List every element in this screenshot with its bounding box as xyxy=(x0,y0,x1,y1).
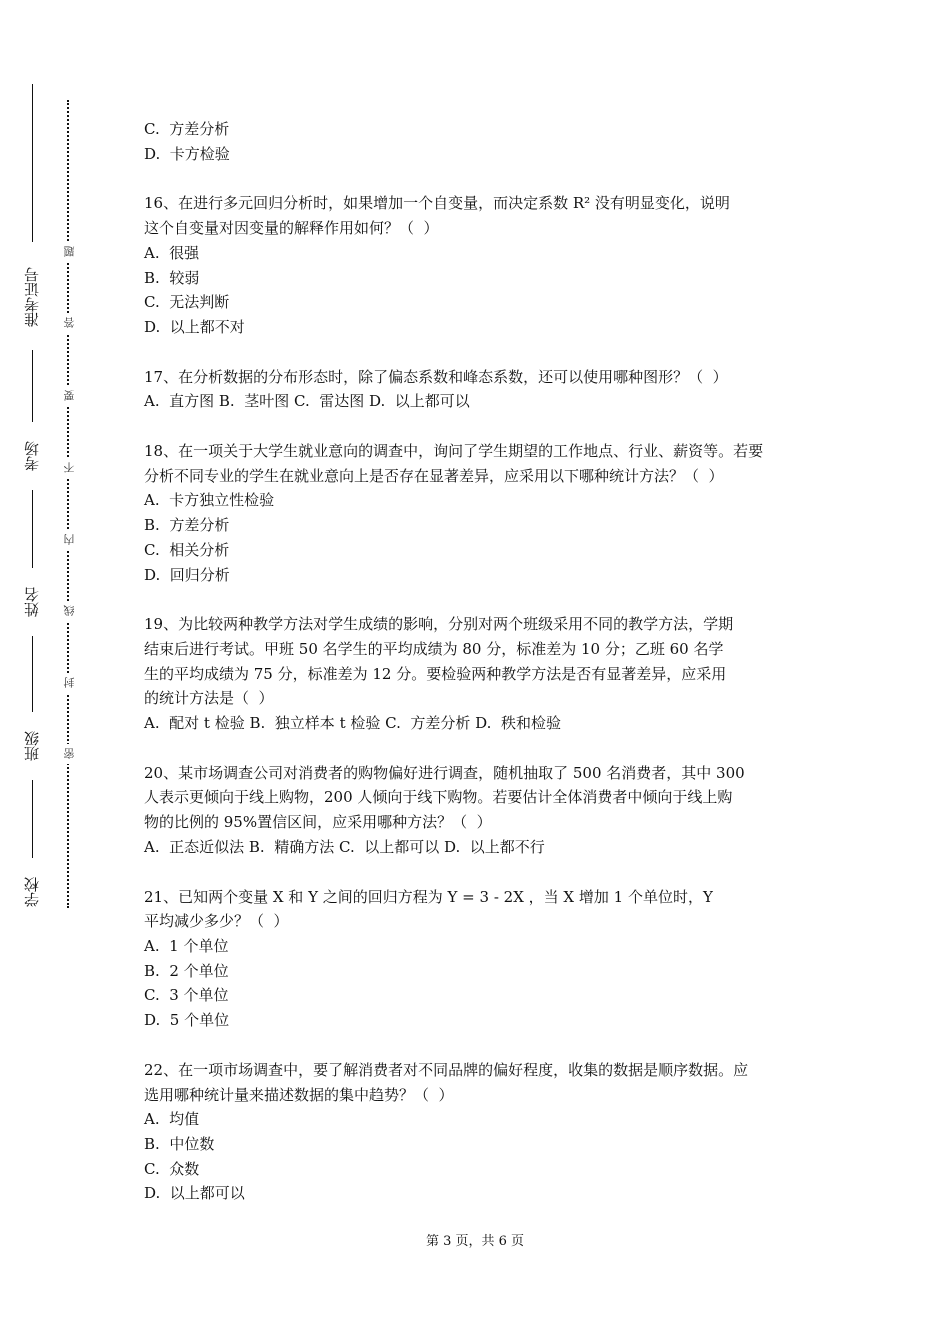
question-stem-line: 平均减少多少？（ ） xyxy=(144,912,289,931)
option-line: B. 中位数 xyxy=(144,1134,215,1153)
option-line: C. 相关分析 xyxy=(144,540,230,559)
seal-char: 线 xyxy=(60,601,76,621)
option-line: A. 直方图 B. 茎叶图 C. 雷达图 D. 以上都可以 xyxy=(144,392,470,411)
option-line: B. 2 个单位 xyxy=(144,961,229,980)
binding-margin xyxy=(0,0,110,1344)
question-stem-line: 20、某市场调查公司对消费者的购物偏好进行调查，随机抽取了 500 名消费者，其中 300 xyxy=(144,763,745,782)
question-stem-line: 生的平均成绩为 75 分，标准差为 12 分。要检验两种教学方法是否有显著差异，应采用 xyxy=(144,664,727,683)
seal-char: 答 xyxy=(60,313,76,333)
question-stem-line: 22、在一项市场调查中，要了解消费者对不同品牌的偏好程度，收集的数据是顺序数据。应 xyxy=(144,1060,749,1079)
question-16 xyxy=(144,191,810,339)
question-stem-line: 16、在进行多元回归分析时，如果增加一个自变量，而决定系数 R² 没有明显变化，说明 xyxy=(144,194,730,213)
seal-char: 封 xyxy=(60,673,76,693)
option-line: D. 5 个单位 xyxy=(144,1011,230,1030)
binding-rule xyxy=(32,490,33,568)
binding-rule xyxy=(32,636,33,712)
option-line: D. 以上都可以 xyxy=(144,1184,245,1203)
question-stem-line: 19、为比较两种教学方法对学生成绩的影响，分别对两个班级采用不同的教学方法，学期 xyxy=(144,615,734,634)
question-stem-line: 物的比例的 95%置信区间，应采用哪种方法？（ ） xyxy=(144,813,492,832)
question-stem-line: 分析不同专业的学生在就业意向上是否存在显著差异，应采用以下哪种统计方法？（ ） xyxy=(144,466,724,485)
seal-char: 要 xyxy=(60,386,76,406)
seal-char: 题 xyxy=(60,242,76,262)
option-line: A. 很强 xyxy=(144,243,200,262)
option-line: A. 正态近似法 B. 精确方法 C. 以上都可以 D. 以上都不行 xyxy=(144,837,545,856)
option-line: D. 卡方检验 xyxy=(144,144,230,163)
question-stem-line: 人表示更倾向于线上购物，200 人倾向于线下购物。若要估计全体消费者中倾向于线上购 xyxy=(144,788,733,807)
option-line: B. 方差分析 xyxy=(144,516,230,535)
seal-char: 内 xyxy=(60,530,76,550)
seal-char: 密 xyxy=(60,744,76,764)
question-21 xyxy=(144,885,810,1033)
option-line: A. 1 个单位 xyxy=(144,936,229,955)
question-22 xyxy=(144,1058,810,1206)
binding-label-school: 学校 xyxy=(23,877,41,907)
question-stem-line: 这个自变量对因变量的解释作用如何？（ ） xyxy=(144,219,439,238)
question-stem-line: 选用哪种统计量来描述数据的集中趋势？（ ） xyxy=(144,1085,454,1104)
option-line: B. 较弱 xyxy=(144,268,200,287)
option-line: D. 回归分析 xyxy=(144,565,230,584)
question-list xyxy=(144,117,810,1231)
seal-char: 不 xyxy=(60,458,76,478)
page-number: 第 3 页，共 6 页 xyxy=(425,1234,525,1249)
question-19 xyxy=(144,612,810,736)
question-stem-line: 21、已知两个变量 X 和 Y 之间的回归方程为 Y = 3 - 2X ，当 X 增加 1 个单位时，Y xyxy=(144,887,713,906)
binding-label-class: 班级 xyxy=(23,731,41,761)
question-17 xyxy=(144,365,810,414)
option-line: A. 配对 t 检验 B. 独立样本 t 检验 C. 方差分析 D. 秩和检验 xyxy=(144,714,561,733)
binding-rule xyxy=(32,350,33,422)
question-15-continued xyxy=(144,117,810,166)
question-18 xyxy=(144,439,810,587)
option-line: C. 无法判断 xyxy=(144,293,230,312)
option-line: C. 方差分析 xyxy=(144,120,230,138)
binding-label-exam-room: 考场 xyxy=(23,441,41,471)
option-line: C. 3 个单位 xyxy=(144,986,229,1005)
binding-label-name: 姓名 xyxy=(23,587,41,617)
question-20 xyxy=(144,761,810,860)
question-stem-line: 结束后进行考试。甲班 50 名学生的平均成绩为 80 分，标准差为 10 分；乙班 60 名学 xyxy=(144,639,724,658)
option-line: A. 均值 xyxy=(144,1110,200,1129)
binding-label-exam-number: 准考证号 xyxy=(23,267,41,327)
option-line: A. 卡方独立性检验 xyxy=(144,491,275,510)
question-stem-line: 18、在一项关于大学生就业意向的调查中，询问了学生期望的工作地点、行业、薪资等。若要 xyxy=(144,442,764,461)
binding-rule xyxy=(32,84,33,242)
question-stem-line: 的统计方法是（ ） xyxy=(144,689,274,708)
seal-dotted-line xyxy=(67,100,69,908)
question-stem-line: 17、在分析数据的分布形态时，除了偏态系数和峰态系数，还可以使用哪种图形？（ ） xyxy=(144,367,728,386)
option-line: D. 以上都不对 xyxy=(144,317,245,336)
option-line: C. 众数 xyxy=(144,1159,200,1178)
binding-rule xyxy=(32,780,33,858)
